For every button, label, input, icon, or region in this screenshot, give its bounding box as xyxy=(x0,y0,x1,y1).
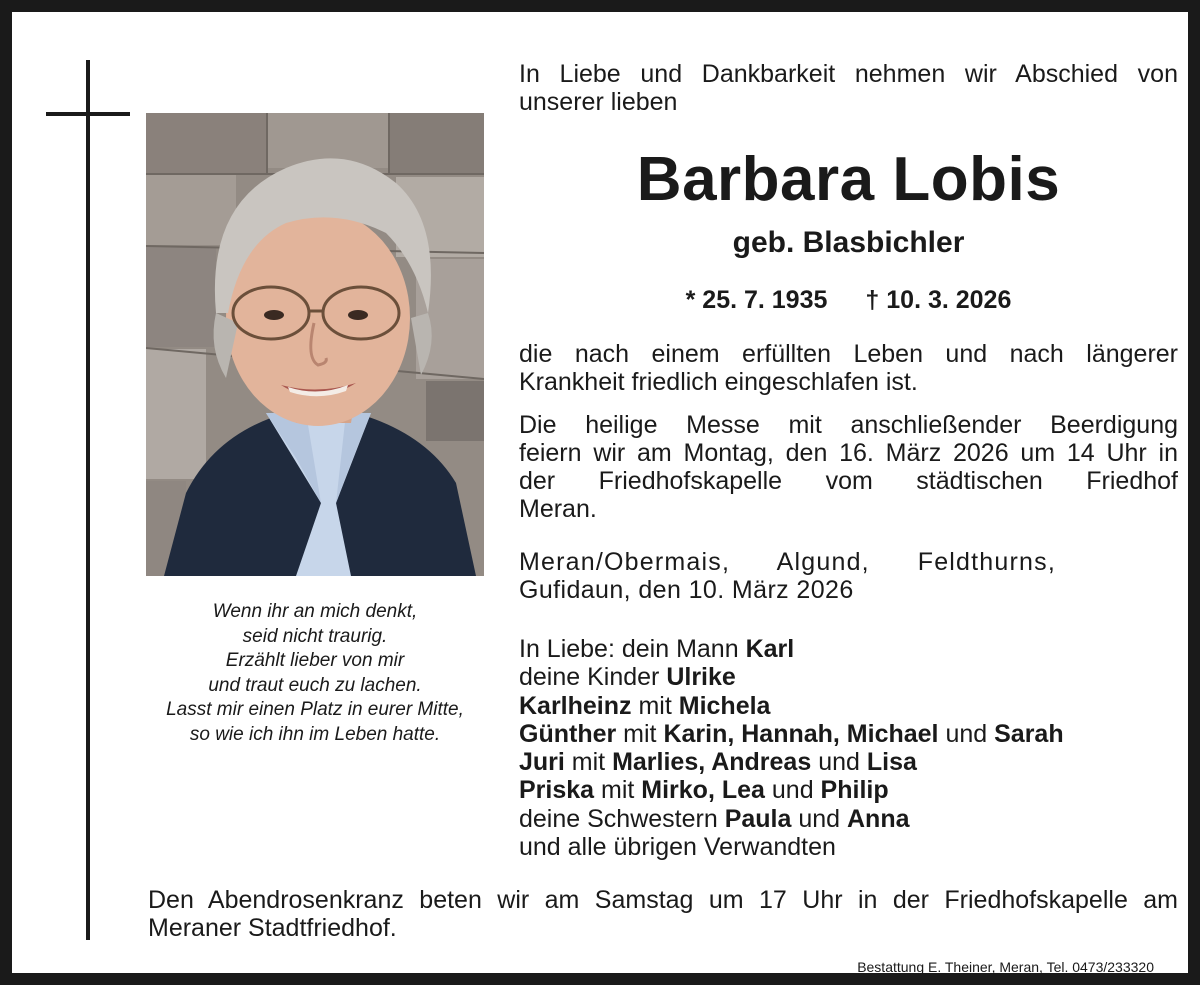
death-date: † 10. 3. 2026 xyxy=(865,286,1012,314)
family-line xyxy=(519,692,1064,720)
portrait-illustration xyxy=(146,113,484,576)
family-text: mit xyxy=(631,691,679,720)
poem-line: und traut euch zu lachen. xyxy=(208,674,422,696)
birth-name: geb. Blasbichler xyxy=(732,226,965,259)
poem-line: seid nicht traurig. xyxy=(242,625,388,647)
intro-line-1: In Liebe und Dankbarkeit nehmen wir Abschied von xyxy=(519,60,1178,88)
mass-line-2: feiern wir am Montag, den 16. März 2026 um 14 Uhr in xyxy=(519,439,1178,467)
family-text: und xyxy=(791,804,847,833)
family-line xyxy=(519,833,1064,861)
family-member: Philip xyxy=(820,776,889,805)
family-member: Lisa xyxy=(866,748,917,777)
family-line xyxy=(519,805,1064,833)
family-text: deine Kinder xyxy=(519,663,667,692)
family-line xyxy=(519,635,1064,663)
family-member: Juri xyxy=(519,748,565,777)
poem-line: so wie ich ihn im Leben hatte. xyxy=(189,723,441,745)
family-text: mit xyxy=(564,748,613,777)
family-line xyxy=(519,720,1064,748)
portrait-photo xyxy=(146,113,484,576)
family-text: mit xyxy=(594,776,642,805)
birth-date: * 25. 7. 1935 xyxy=(685,286,828,314)
family-line xyxy=(519,663,1064,691)
family-text: In Liebe: dein Mann xyxy=(519,635,746,663)
life-line-2: Krankheit friedlich eingeschlafen ist. xyxy=(519,368,918,396)
deceased-name: Barbara Lobis xyxy=(636,145,1061,214)
family-line xyxy=(519,776,1064,804)
family-member: Michela xyxy=(678,691,771,720)
cross-icon-vertical-bar xyxy=(86,60,90,940)
family-member: Karin, Hannah, Michael xyxy=(663,719,939,748)
poem xyxy=(132,600,498,747)
family-text: und xyxy=(764,776,821,805)
family-member: Karl xyxy=(745,635,795,663)
life-dates xyxy=(519,284,1178,316)
mass-line-1: Die heilige Messe mit anschließender Beerdigung xyxy=(519,411,1178,439)
family-member: Anna xyxy=(847,804,910,833)
family-line xyxy=(519,748,1064,776)
undertaker-contact: Bestattung E. Theiner, Meran, Tel. 0473/233320 xyxy=(857,959,1154,975)
family-list xyxy=(519,635,1064,861)
poem-line: Wenn ihr an mich denkt, xyxy=(212,601,418,622)
poem-line: Lasst mir einen Platz in eurer Mitte, xyxy=(166,699,464,720)
family-member: Karlheinz xyxy=(519,691,632,720)
obituary-card xyxy=(12,12,1188,973)
poem-line: Erzählt lieber von mir xyxy=(225,650,405,671)
rosary-line-1: Den Abendrosenkranz beten wir am Samstag um 17 Uhr in der Friedhofskapelle am xyxy=(148,886,1178,914)
mass-line-4: Meran. xyxy=(519,495,597,523)
life-line-1: die nach einem erfüllten Leben und nach längerer xyxy=(519,340,1178,368)
mass-line-3: der Friedhofskapelle vom städtischen Friedhof xyxy=(519,467,1178,495)
family-member: Ulrike xyxy=(666,663,736,692)
family-text: mit xyxy=(616,719,664,748)
family-text: und xyxy=(938,719,995,748)
rosary-line-2: Meraner Stadtfriedhof. xyxy=(148,914,397,942)
place-line-1: Meran/Obermais, Algund, Feldthurns, xyxy=(519,548,1056,576)
intro-line-2: unserer lieben xyxy=(519,88,678,116)
family-text: und alle übrigen Verwandten xyxy=(519,833,836,862)
family-text: deine Schwestern xyxy=(519,804,725,833)
family-member: Sarah xyxy=(994,719,1064,748)
family-member: Paula xyxy=(724,804,792,833)
family-member: Günther xyxy=(519,719,617,748)
family-member: Priska xyxy=(519,776,595,805)
cross-icon-horizontal-bar xyxy=(46,112,130,116)
family-member: Marlies, Andreas xyxy=(612,748,812,777)
family-text: und xyxy=(811,748,867,777)
place-line-2: Gufidaun, den 10. März 2026 xyxy=(519,576,854,604)
family-member: Mirko, Lea xyxy=(641,776,765,805)
